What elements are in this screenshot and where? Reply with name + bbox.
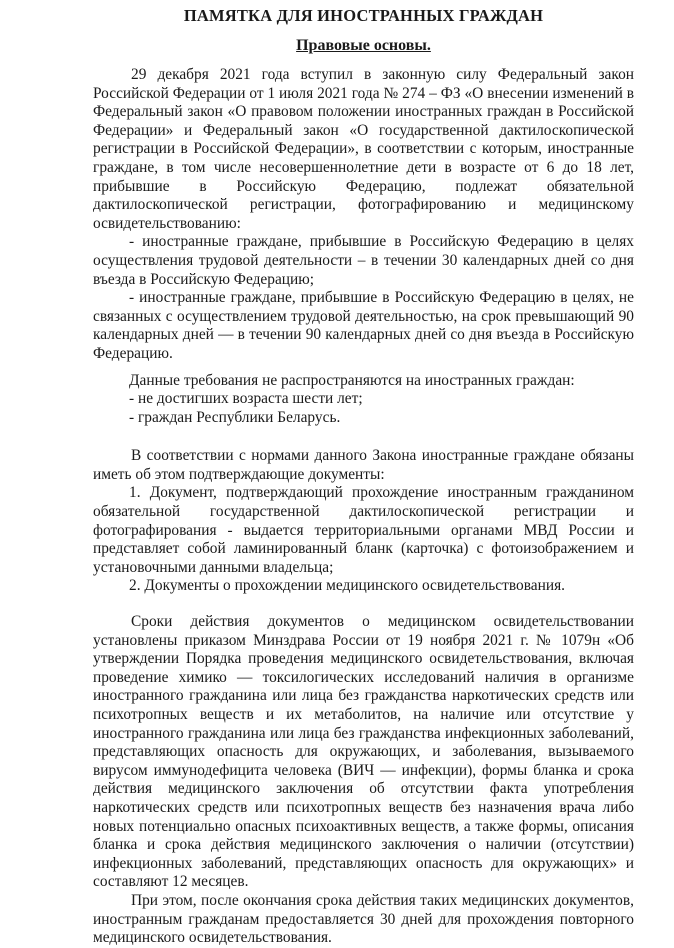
document-title: ПАМЯТКА ДЛЯ ИНОСТРАННЫХ ГРАЖДАН — [183, 6, 544, 25]
paragraph-repeat-examination: При этом, после окончания срока действия таких медицинских документов, иностранным гражданам предоставляется 30 дней для прохождения повторного медицинского освидетельствования. — [93, 891, 634, 947]
paragraph-document-2: 2. Документы о прохождении медицинского освидетельствования. — [129, 577, 565, 595]
paragraph-list-item-non-labor: - иностранные граждане, прибывшие в Российскую Федерацию в целях, не связанных с осуществлением трудовой деятельностью, на срок превышающий 90 календарных дней — в течении 90 календарных дней со дня въезда в Российскую Федерацию. — [93, 289, 634, 362]
paragraph-exemption-belarus: - граждан Республики Беларусь. — [129, 408, 341, 426]
paragraph-document-1: 1. Документ, подтверждающий прохождение иностранным гражданином обязательной государственной дактилоскопической регистрации и фотографирования - выдается территориальными органами МВД России и представляет собой ламинированный бланк (карточка) с фотоизображением и установочными данными владельца; — [93, 484, 634, 576]
paragraph-documents-intro: В соответствии с нормами данного Закона иностранные граждане обязаны иметь об этом подтверждающие документы: — [93, 447, 634, 483]
paragraph-exemptions-intro: Данные требования не распространяются на иностранных граждан: — [129, 371, 575, 389]
paragraph-list-item-labor: - иностранные граждане, прибывшие в Российскую Федерацию в целях осуществления трудовой деятельности – в течении 30 календарных дней со дня въезда в Российскую Федерацию; — [93, 233, 634, 288]
document-subtitle: Правовые основы. — [296, 37, 431, 54]
paragraph-exemption-age: - не достигших возраста шести лет; — [129, 390, 363, 408]
paragraph-validity-terms: Сроки действия документов о медицинском освидетельствовании установлены приказом Минздрава России от 19 ноября 2021 г. № 1079н «Об утверждении Порядка проведения медицинского освидетельствования, включая проведение химико — токсилогических исследований наличия в организме иностранного гражданина или лица без гражданства наркотических средств или психотропных веществ и их метаболитов, на наличие или отсутствие у иностранного гражданина или лица без гражданства инфекционных заболеваний, представляющих опасность для окружающих, и заболевания, вызываемого вирусом иммунодефицита человека (ВИЧ — инфекции), формы бланка и срока действия медицинского заключения об отсутствии факта употребления наркотических средств или психотропных веществ без назначения врача либо новых потенциально опасных психоактивных веществ, а также формы, описания бланка и срока действия медицинского заключения о наличии (отсутствии) инфекционных заболеваний, представляющих опасность для окружающих» и составляют 12 месяцев. — [93, 613, 634, 891]
paragraph-law-intro: 29 декабря 2021 года вступил в законную силу Федеральный закон Российской Федерации от 1 июля 2021 года № 274 – ФЗ «О внесении изменений в Федеральный закон «О правовом положении иностранных граждан в Российской Федерации» и Федеральный закон «О государственной дактилоскопической регистрации в Российской Федерации», в соответствии с которым, иностранные граждане, в том числе несовершеннолетние дети в возрасте от 6 до 18 лет, прибывшие в Российскую Федерацию, подлежат обязательной дактилоскопической регистрации, фотографированию и медицинскому освидетельствованию: — [93, 66, 634, 232]
